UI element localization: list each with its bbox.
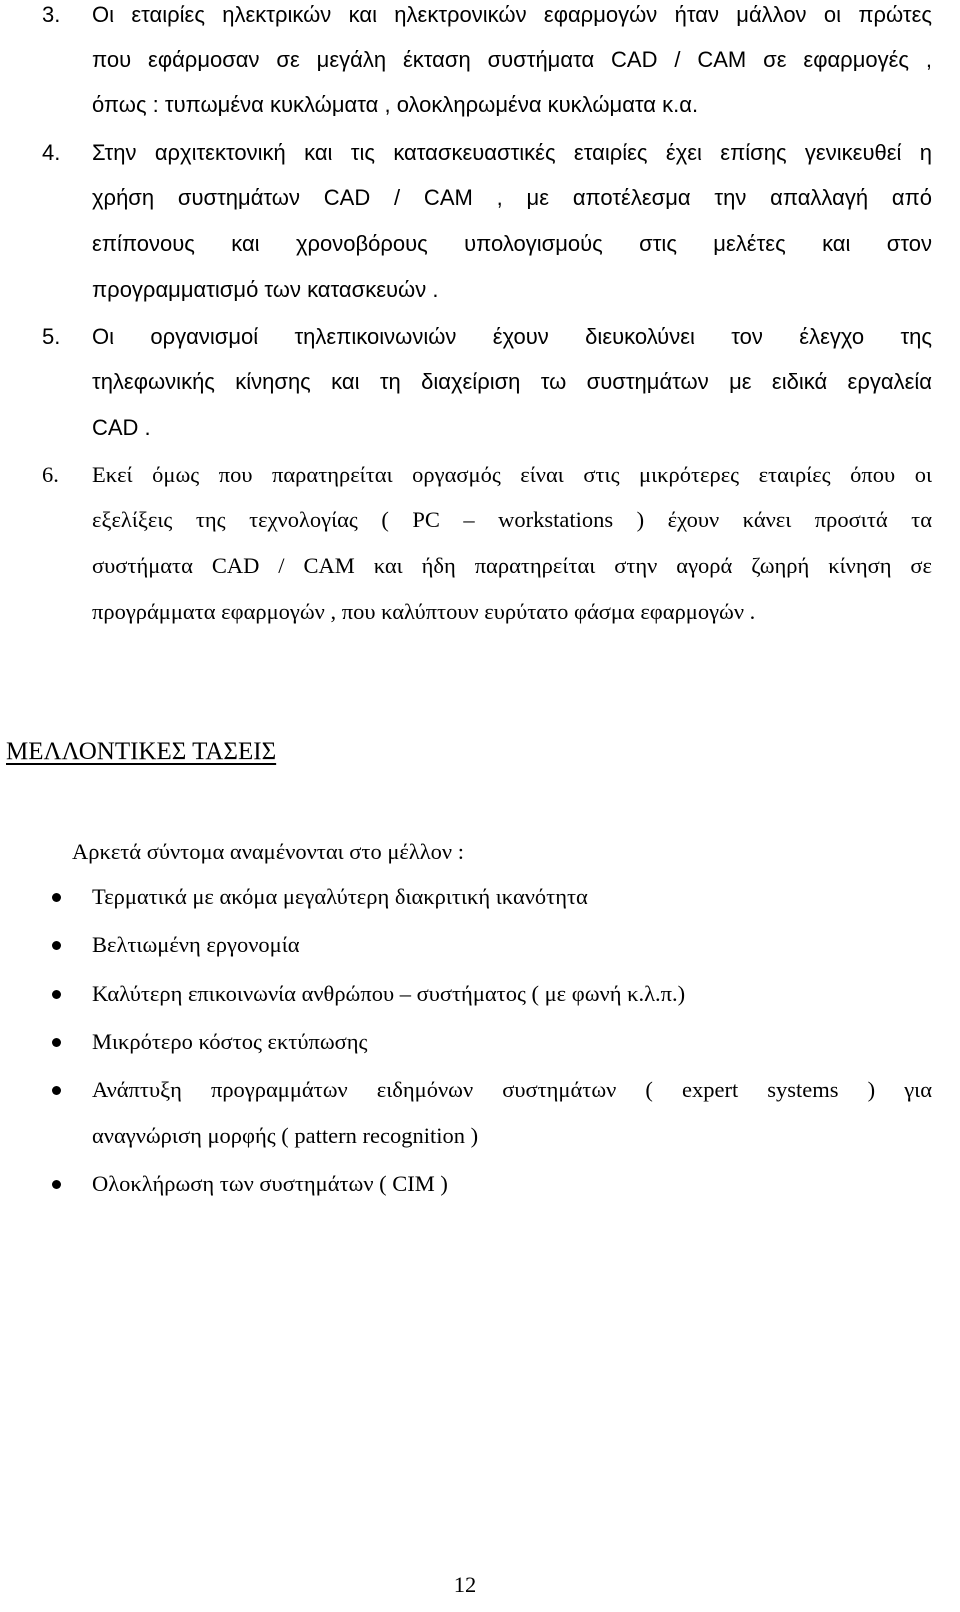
list-item-line: χρήση συστημάτων CAD / CAM , με αποτέλεσμα την απαλλαγή από <box>92 185 932 210</box>
list-item-line: Στην αρχιτεκτονική και τις κατασκευαστικές εταιρίες έχει επίσης γενικευθεί η <box>92 140 932 165</box>
bullet-text: αναγνώριση μορφής ( pattern recognition ) <box>92 1123 479 1148</box>
list-item-line: εξελίξεις της τεχνολογίας ( PC – workstations ) έχουν κάνει προσιτά τα <box>92 507 932 532</box>
list-item-line: Οι εταιρίες ηλεκτρικών και ηλεκτρονικών εφαρμογών ήταν μάλλον οι πρώτες <box>92 2 932 27</box>
list-item-number: 5. <box>42 324 61 349</box>
list-item-line: CAD . <box>92 415 151 440</box>
page-number: 12 <box>453 1572 477 1597</box>
bullet-icon <box>52 1086 61 1095</box>
list-item-line: προγραμματισμό των κατασκευών . <box>92 277 439 302</box>
bullet-icon <box>52 941 61 950</box>
bullet-text: Βελτιωμένη εργονομία <box>92 932 300 957</box>
section-intro: Αρκετά σύντομα αναμένονται στο μέλλον : <box>72 839 464 864</box>
list-item-line: Οι οργανισμοί τηλεπικοινωνιών έχουν διευκολύνει τον έλεγχο της <box>92 324 932 349</box>
bullet-text: Ανάπτυξη προγραμμάτων ειδημόνων συστημάτων ( expert systems ) για <box>92 1077 932 1102</box>
list-item-number: 4. <box>42 140 61 165</box>
list-item-number: 3. <box>42 2 61 27</box>
list-item-line: προγράμματα εφαρμογών , που καλύπτουν ευρύτατο φάσμα εφαρμογών . <box>92 599 756 624</box>
bullet-text: Τερματικά με ακόμα μεγαλύτερη διακριτική ικανότητα <box>92 884 588 909</box>
list-item-line: συστήματα CAD / CAM και ήδη παρατηρείται στην αγορά ζωηρή κίνηση σε <box>92 553 932 578</box>
bullet-text: Καλύτερη επικοινωνία ανθρώπου – συστήματος ( με φωνή κ.λ.π.) <box>92 981 686 1006</box>
bullet-text: Μικρότερο κόστος εκτύπωσης <box>92 1029 368 1054</box>
list-item-line: επίπονους και χρονοβόρους υπολογισμούς στις μελέτες και στον <box>92 231 932 256</box>
bullet-icon <box>52 1180 61 1189</box>
section-heading: ΜΕΛΛΟΝΤΙΚΕΣ ΤΑΣΕΙΣ <box>6 738 277 765</box>
bullet-text: Ολοκλήρωση των συστημάτων ( CIM ) <box>92 1171 448 1196</box>
list-item-line: που εφάρμοσαν σε μεγάλη έκταση συστήματα CAD / CAM σε εφαρμογές , <box>92 47 932 72</box>
list-item-line: όπως : τυπωμένα κυκλώματα , ολοκληρωμένα κυκλώματα κ.α. <box>92 92 699 117</box>
list-item-line: τηλεφωνικής κίνησης και τη διαχείριση τω συστημάτων με ειδικά εργαλεία <box>92 369 932 394</box>
bullet-icon <box>52 1038 61 1047</box>
bullet-icon <box>52 893 61 902</box>
list-item-line: Εκεί όμως που παρατηρείται οργασμός είναι στις μικρότερες εταιρίες όπου οι <box>92 462 932 487</box>
bullet-icon <box>52 990 61 999</box>
list-item-number: 6. <box>42 462 59 487</box>
